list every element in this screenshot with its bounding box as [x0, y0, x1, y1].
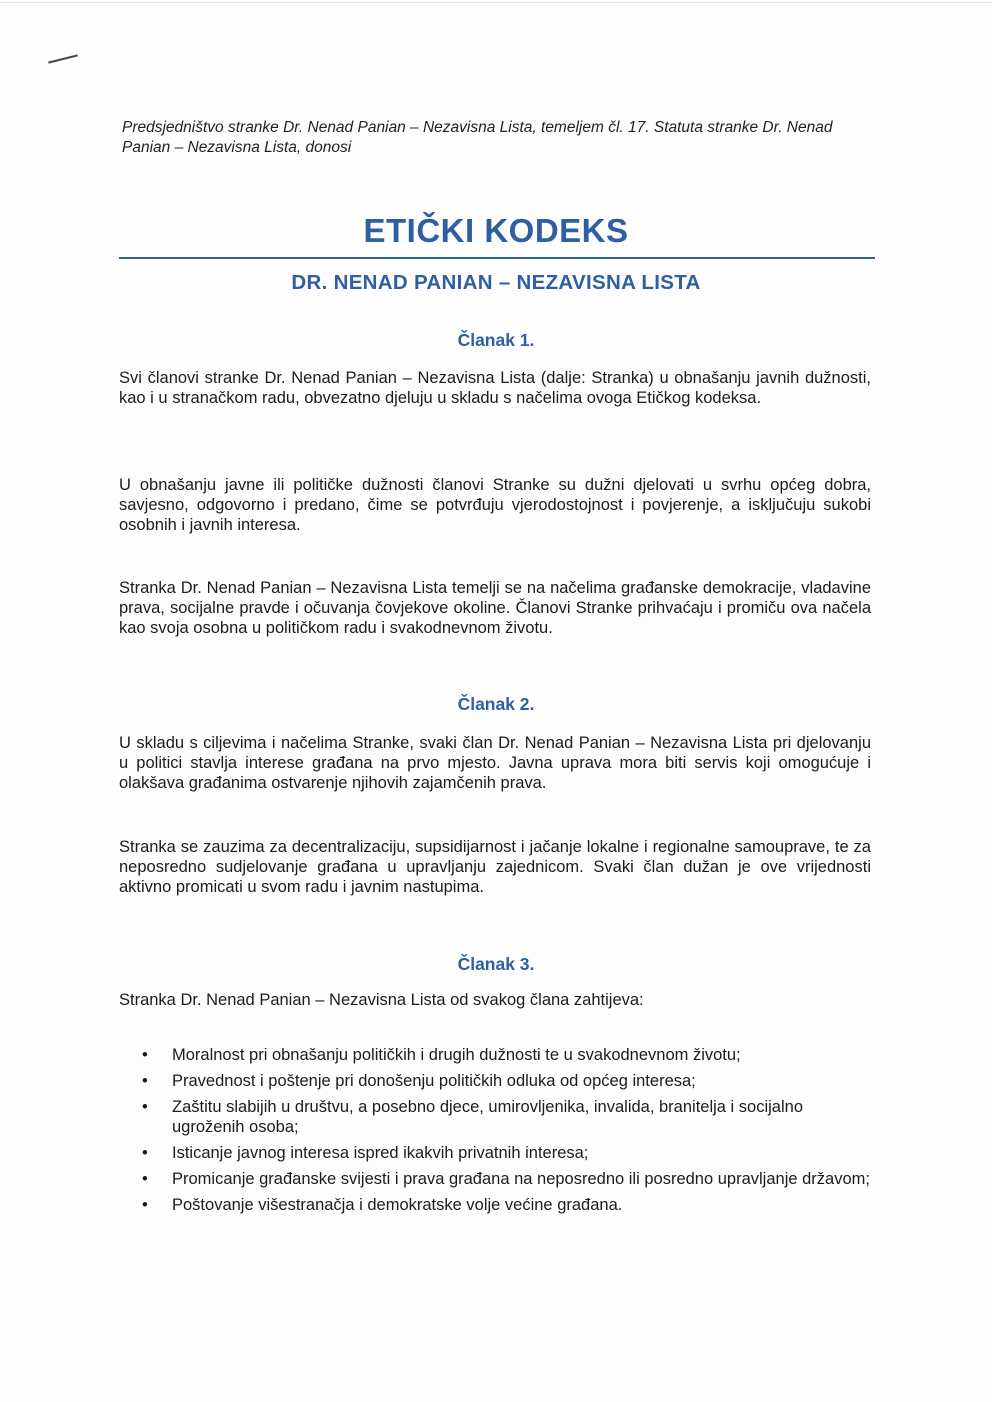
list-item: [138, 1045, 878, 1065]
bullet-icon: •: [142, 1072, 148, 1090]
list-item-text: Moralnost pri obnašanju političkih i drugih dužnosti te u svakodnevnom životu;: [172, 1046, 741, 1064]
list-item-text: Zaštitu slabijih u društvu, a posebno djece, umirovljenika, invalida, branitelja i socijalno ugroženih osoba;: [172, 1098, 804, 1136]
article-1-paragraph-2: U obnašanju javne ili političke dužnosti članovi Stranke su dužni djelovati u svrhu općeg dobra, savjesno, odgovorno i predano, čime se potvrđuju vjerodostojnost i povjerenje, a isključuju sukobi osobnih i javnih interesa.: [119, 476, 871, 534]
list-item: [138, 1143, 878, 1163]
title-divider: [119, 257, 875, 259]
list-item: [138, 1169, 878, 1189]
list-item-text: Promicanje građanske svijesti i prava građana na neposredno ili posredno upravljanje državom;: [172, 1170, 870, 1188]
article-3-intro: Stranka Dr. Nenad Panian – Nezavisna Lista od svakog člana zahtijeva:: [119, 991, 644, 1009]
preamble-text: Predsjedništvo stranke Dr. Nenad Panian – Nezavisna Lista, temeljem čl. 17. Statuta stranke Dr. Nenad Panian – Nezavisna Lista, donosi: [122, 119, 833, 156]
list-item: [138, 1071, 878, 1091]
article-2-heading: Članak 2.: [457, 694, 535, 714]
document-title: ETIČKI KODEKS: [363, 212, 629, 249]
article-1-heading: Članak 1.: [457, 330, 535, 350]
list-item-text: Poštovanje višestranačja i demokratske volje većine građana.: [172, 1196, 623, 1214]
bullet-icon: •: [142, 1196, 148, 1214]
list-item: [138, 1195, 878, 1215]
article-3-heading: Članak 3.: [457, 954, 535, 974]
list-item-text: Isticanje javnog interesa ispred ikakvih privatnih interesa;: [172, 1144, 589, 1162]
scan-edge-line: [0, 2, 992, 3]
list-item-text: Pravednost i poštenje pri donošenju političkih odluka od općeg interesa;: [172, 1072, 696, 1090]
bullet-icon: •: [142, 1046, 148, 1064]
bullet-icon: •: [142, 1144, 148, 1162]
article-3-requirements-list: [138, 1045, 878, 1221]
article-2-paragraph-1: U skladu s ciljevima i načelima Stranke, svaki član Dr. Nenad Panian – Nezavisna Lista pri djelovanju u politici stavlja interese građana na prvo mjesto. Javna uprava mora biti servis koji omogućuje i olakšava građanima ostvarenje njihovih zajamčenih prava.: [119, 734, 871, 792]
document-subtitle: DR. NENAD PANIAN – NEZAVISNA LISTA: [291, 271, 701, 294]
scan-pen-mark: [48, 54, 78, 63]
bullet-icon: •: [142, 1170, 148, 1188]
article-2-paragraph-2: Stranka se zauzima za decentralizaciju, supsidijarnost i jačanje lokalne i regionalne samouprave, te za neposredno sudjelovanje građana u upravljanju zajednicom. Svaki član dužan je ove vrijednosti aktivno promicati u svom radu i javnim nastupima.: [119, 838, 871, 896]
article-1-paragraph-1: Svi članovi stranke Dr. Nenad Panian – Nezavisna Lista (dalje: Stranka) u obnašanju javnih dužnosti, kao i u stranačkom radu, obvezatno djeluju u skladu s načelima ovoga Etičkog kodeksa.: [119, 369, 871, 407]
article-1-paragraph-3: Stranka Dr. Nenad Panian – Nezavisna Lista temelji se na načelima građanske demokracije, vladavine prava, socijalne pravde i očuvanja čovjekove okoline. Članovi Stranke prihvaćaju i promiču ova načela kao svoja osobna u političkom radu i svakodnevnom životu.: [119, 579, 871, 637]
list-item: [138, 1097, 878, 1137]
bullet-icon: •: [142, 1098, 148, 1116]
